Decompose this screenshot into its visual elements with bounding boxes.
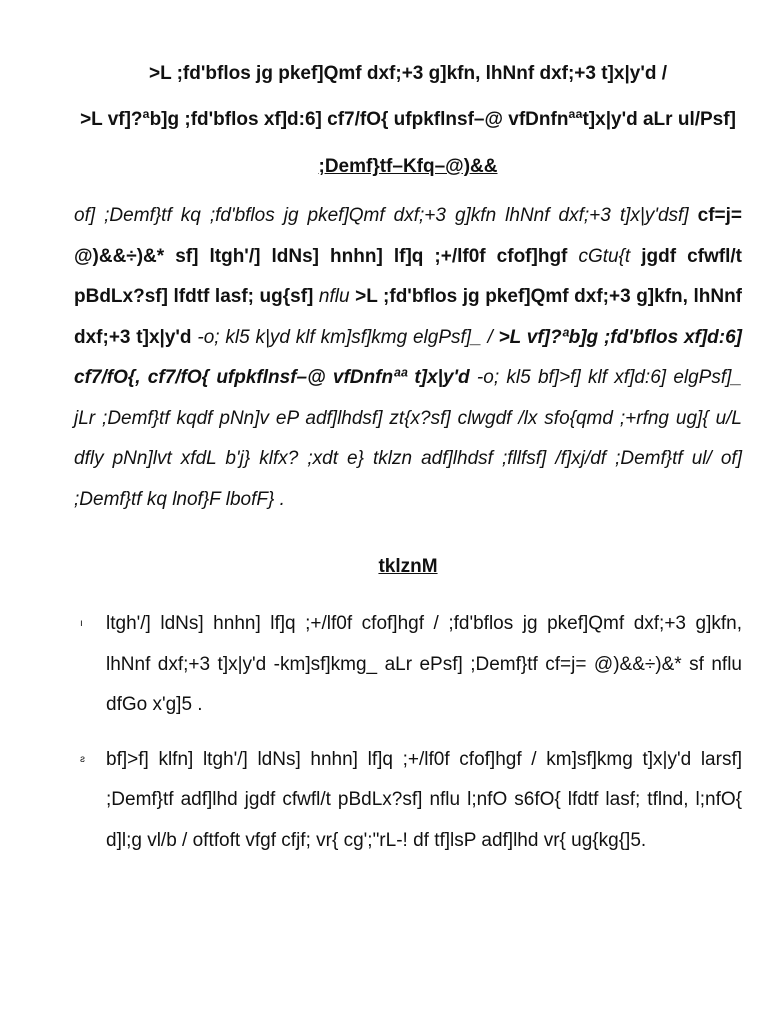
paragraph-bold-purpose: jgdf cfwfl/t pBdLx?sf] lfdtf lasf; ug{sf] bbox=[74, 245, 743, 307]
agreement-heading: ;Demf}tf–Kfq–@)&& bbox=[318, 156, 498, 177]
list-item bbox=[74, 604, 742, 726]
paragraph-text: nflu bbox=[313, 286, 356, 307]
list-item bbox=[74, 740, 742, 862]
agreement-paragraph bbox=[74, 196, 742, 520]
paragraph-bold-project: cf=j= @)&&÷)&* sf] ltgh'/] ldNs] hnhn] lf]q ;+/lf0f cfof]hgf bbox=[74, 205, 742, 267]
paragraph-text: cGtu{t bbox=[567, 245, 642, 267]
details-heading: tklznM bbox=[378, 556, 438, 577]
paragraph-text: of] ;Demf}tf kq ;fd'bflos jg pkef]Qmf dxf;+3 g]kfn lhNnf dxf;+3 t]x|y'dsf] bbox=[74, 205, 698, 226]
paragraph-bold-second-party: >L vf]?ªb]g ;fd'bflos xf]d:6] cf7/fO{, cf7/fO{ ufpkflnsf–@ vfDnfnªª t]x|y'd bbox=[74, 326, 743, 388]
paragraph-bold-first-party: >L ;fd'bflos jg pkef]Qmf dxf;+3 g]kfn, lhNnf dxf;+3 t]x|y'd bbox=[74, 286, 743, 348]
details-list bbox=[74, 604, 742, 861]
list-item-text: bf]>f] klfn] ltgh'/] ldNs] hnhn] lf]q ;+/lf0f cfof]hgf / km]sf]kmg t]x|y'd larsf] ;Demf}tf adf]lhd jgdf cfwfl/t pBdLx?sf] nflu l;nfO s6fO{ lfdtf lasf; tflnd, l;nfO{ d]l;g vl/b / oftfoft vfgf cfjf; vr{ cg';"rL-! df tf]lsP adf]lhd vr{ ug{kg{]5. bbox=[106, 748, 742, 851]
document-title-line-2: >L vf]?ªb]g ;fd'bflos xf]d:6] cf7/fO{ ufpkflnsf–@ vfDnfnªªt]x|y'd aLr ul/Psf] bbox=[80, 109, 736, 130]
paragraph-text: -o; kl5 k|yd klf km]sf]kmg elgPsf]_ / bbox=[191, 326, 499, 348]
list-marker: ƨ bbox=[80, 753, 85, 765]
paragraph-text: -o; kl5 bf]>f] klf xf]d:6] elgPsf]_ jLr ;Demf}tf kqdf pNn]v eP adf]lhdsf] zt{x?sf] clwgdf /lx sfo{qmd ;+rfng ug]{ u/L dfly pNn]lvt xfdL b'j} klfx? ;xdt e} tklzn adf]lhdsf ;fllfsf] /f]xj/df ;Demf}tf ul/ of] ;Demf}tf kq lnof}F lbofF} . bbox=[74, 367, 742, 510]
document-title-line-1: >L ;fd'bflos jg pkef]Qmf dxf;+3 g]kfn, lhNnf dxf;+3 t]x|y'd / bbox=[148, 63, 668, 84]
list-item-text: ltgh'/] ldNs] hnhn] lf]q ;+/lf0f cfof]hgf / ;fd'bflos jg pkef]Qmf dxf;+3 g]kfn, lhNnf dxf;+3 t]x|y'd -km]sf]kmg_ aLr ePsf] ;Demf}tf cf=j= @)&&÷)&* sf nflu dfGo x'g]5 . bbox=[106, 613, 742, 715]
list-marker: ı bbox=[80, 618, 83, 629]
